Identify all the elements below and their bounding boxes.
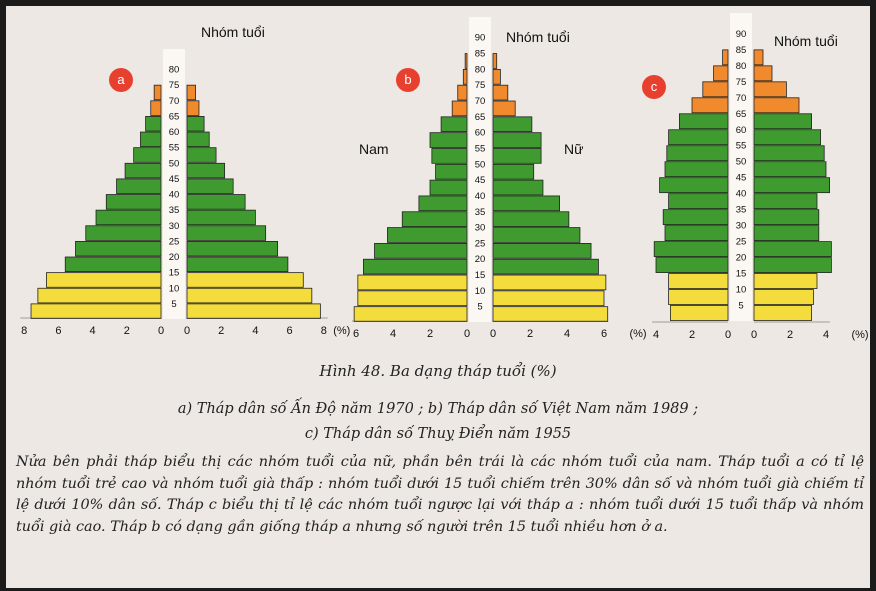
female-bar (187, 241, 278, 256)
female-bar (493, 85, 508, 100)
age-tick-label: 70 (168, 95, 180, 107)
age-tick-label: 25 (735, 236, 747, 248)
age-tick-label: 35 (735, 204, 747, 216)
female-bar (493, 228, 580, 243)
figure-caption-line-1: a) Tháp dân số Ấn Độ năm 1970 ; b) Tháp dân số Việt Nam năm 1989 ; (177, 401, 699, 417)
age-group-header: Nhóm tuổi (201, 24, 265, 40)
age-tick-label: 5 (477, 301, 483, 313)
male-bar (660, 178, 728, 193)
x-tick-label-left: 8 (21, 325, 28, 337)
age-tick-label: 45 (168, 173, 180, 185)
male-bar (106, 195, 161, 210)
male-bar (31, 304, 161, 319)
male-bar (86, 226, 161, 241)
x-tick-label-right: 0 (750, 329, 758, 341)
x-unit-label: (%) (851, 329, 869, 341)
female-bar (754, 50, 763, 65)
age-tick-label: 20 (735, 252, 747, 264)
female-bar (493, 148, 541, 163)
x-tick-label-left: 0 (463, 328, 471, 340)
pyramid-c (652, 13, 869, 341)
x-tick-label-left: 4 (89, 325, 96, 337)
age-tick-label: 60 (168, 127, 180, 139)
female-bar (187, 210, 255, 225)
male-bar (375, 243, 468, 258)
x-tick-label-left: 2 (426, 328, 434, 340)
age-tick-label: 75 (168, 80, 180, 92)
age-tick-label: 5 (171, 298, 177, 310)
age-tick-label: 40 (474, 190, 486, 202)
female-bar (187, 226, 266, 241)
figure-title: Hình 48. Ba dạng tháp tuổi (%) (319, 362, 557, 380)
female-bar (754, 242, 831, 257)
female-bar (187, 101, 199, 116)
female-bar (187, 116, 204, 131)
age-tick-label: 85 (474, 48, 486, 60)
figure-caption-line-2: c) Tháp dân số Thuỵ Điển năm 1955 (304, 426, 572, 442)
x-unit-label: (%) (333, 325, 351, 337)
female-bar (187, 179, 233, 194)
age-tick-label: 15 (168, 267, 180, 279)
female-bar (493, 307, 608, 322)
male-bar (65, 257, 161, 272)
age-tick-label: 35 (168, 205, 180, 217)
male-bar (432, 148, 467, 163)
female-bar (493, 212, 569, 227)
male-bar (714, 66, 728, 81)
female-bar (754, 258, 831, 273)
male-bar (146, 116, 161, 131)
male-bar (654, 242, 728, 257)
male-bar (38, 288, 161, 303)
female-bar (187, 257, 288, 272)
female-bar (493, 133, 541, 148)
x-unit-label: (%) (629, 328, 647, 340)
age-tick-label: 10 (735, 284, 747, 296)
female-bar (493, 275, 606, 290)
age-tick-label: 50 (735, 156, 747, 168)
male-bar (140, 132, 161, 147)
male-bar (125, 163, 161, 178)
age-tick-label: 10 (474, 285, 486, 297)
age-tick-label: 40 (735, 188, 747, 200)
age-tick-label: 5 (738, 300, 744, 312)
x-tick-label-right: 0 (183, 325, 191, 337)
female-bar (493, 101, 515, 116)
x-tick-label-right: 4 (563, 328, 571, 340)
x-tick-label-left: 0 (724, 329, 732, 341)
female-bar (493, 117, 532, 132)
x-tick-label-right: 2 (526, 328, 534, 340)
x-tick-label-left: 2 (123, 325, 130, 337)
age-tick-label: 65 (168, 111, 180, 123)
age-tick-label: 90 (474, 32, 486, 44)
female-bar (493, 164, 534, 179)
female-bar (187, 195, 245, 210)
male-bar (692, 98, 728, 113)
age-tick-label: 30 (735, 220, 747, 232)
x-tick-label-right: 8 (320, 325, 327, 337)
textbook-page (6, 6, 870, 588)
female-bar (493, 259, 598, 274)
male-bar (354, 307, 467, 322)
age-group-header: Nhóm tuổi (774, 33, 838, 49)
male-bar (441, 117, 467, 132)
female-bar (187, 304, 320, 319)
age-tick-label: 80 (474, 64, 486, 76)
male-bar (419, 196, 467, 211)
male-bar (363, 259, 467, 274)
x-tick-label-left: 4 (652, 329, 660, 341)
female-bar (754, 306, 812, 321)
age-tick-label: 20 (474, 254, 486, 266)
x-tick-label-right: 0 (489, 328, 497, 340)
female-bar (493, 180, 543, 195)
x-tick-label-left: 6 (55, 325, 62, 337)
male-bar (669, 194, 728, 209)
female-bar (493, 69, 500, 84)
female-bar (187, 148, 216, 163)
female-bar (754, 98, 799, 113)
female-bar (493, 54, 497, 69)
age-tick-label: 50 (474, 159, 486, 171)
male-bar (358, 275, 467, 290)
age-tick-label: 15 (474, 270, 486, 282)
age-tick-label: 10 (168, 283, 180, 295)
female-bar (754, 130, 821, 145)
age-tick-label: 75 (735, 76, 747, 88)
male-bar (663, 210, 728, 225)
age-tick-label: 75 (474, 80, 486, 92)
female-bar (754, 66, 772, 81)
female-bar (187, 288, 312, 303)
age-tick-label: 45 (735, 172, 747, 184)
age-tick-label: 30 (168, 220, 180, 232)
male-bar (134, 148, 161, 163)
male-bar (667, 146, 728, 161)
male-bar (358, 291, 467, 306)
x-tick-label-left: 2 (688, 329, 696, 341)
male-bar (670, 306, 728, 321)
male-bar (458, 85, 467, 100)
female-bar (754, 194, 817, 209)
male-bar (665, 162, 728, 177)
female-bar (754, 146, 824, 161)
age-tick-label: 55 (735, 140, 747, 152)
age-tick-label: 70 (474, 96, 486, 108)
pyramid-charts (6, 6, 870, 356)
female-bar (493, 196, 560, 211)
x-tick-label-right: 4 (252, 325, 259, 337)
female-bar (754, 274, 817, 289)
male-bar (452, 101, 467, 116)
male-bar (151, 101, 161, 116)
x-tick-label-right: 6 (286, 325, 293, 337)
female-bar (493, 291, 604, 306)
x-tick-label-left: 0 (157, 325, 165, 337)
male-bar (402, 212, 467, 227)
male-bar (387, 228, 467, 243)
male-bar (703, 82, 728, 97)
explanation-paragraph: Nửa bên phải tháp biểu thị các nhóm tuổi của nữ, phần bên trái là các nhóm tuổi của nam. Tháp tuổi a có tỉ lệ nhóm tuổi trẻ cao và nhóm tuổi già thấp : nhóm tuổi dưới 15 tuổi chiếm trên 30% dân số và nhóm tuổi già chiếm tỉ lệ dưới 10% dân số. Tháp c biểu thị tỉ lệ các nhóm tuổi ngược lại với tháp a : nhóm tuổi dưới 15 tuổi thấp và nhóm tuổi già cao. Tháp b có dạng gần giống tháp a nhưng số người trên 15 tuổi nhiều hơn ở a. (16, 454, 864, 535)
age-tick-label: 25 (474, 238, 486, 250)
age-tick-label: 35 (474, 206, 486, 218)
age-tick-label: 50 (168, 158, 180, 170)
age-tick-label: 55 (168, 142, 180, 154)
male-bar (656, 258, 728, 273)
male-bar (154, 85, 161, 100)
female-side-label: Nữ (564, 141, 584, 157)
male-bar (669, 130, 728, 145)
age-tick-label: 30 (474, 222, 486, 234)
male-bar (430, 133, 467, 148)
x-tick-label-right: 4 (822, 329, 830, 341)
age-tick-label: 15 (735, 268, 747, 280)
male-bar (96, 210, 161, 225)
age-tick-label: 55 (474, 143, 486, 155)
male-bar (436, 164, 467, 179)
pyramid-a (20, 49, 350, 337)
pyramid-b (352, 17, 647, 340)
male-bar (463, 69, 467, 84)
panel-label-a: a (109, 68, 133, 92)
age-tick-label: 60 (474, 127, 486, 139)
female-bar (754, 210, 819, 225)
female-bar (754, 114, 812, 129)
age-tick-label: 80 (168, 64, 180, 76)
male-bar (669, 290, 728, 305)
x-tick-label-right: 2 (786, 329, 794, 341)
x-tick-label-left: 4 (389, 328, 397, 340)
female-bar (187, 85, 196, 100)
male-bar (76, 241, 162, 256)
female-bar (187, 273, 303, 288)
x-tick-label-right: 6 (600, 328, 608, 340)
female-bar (493, 243, 591, 258)
female-bar (754, 290, 813, 305)
panel-label-c: c (642, 75, 666, 99)
male-bar (430, 180, 467, 195)
male-bar (679, 114, 728, 129)
age-tick-label: 60 (735, 124, 747, 136)
female-bar (187, 132, 209, 147)
age-group-header: Nhóm tuổi (506, 29, 570, 45)
male-bar (669, 274, 728, 289)
age-tick-label: 25 (168, 236, 180, 248)
female-bar (754, 178, 830, 193)
female-bar (754, 226, 819, 241)
age-tick-label: 45 (474, 175, 486, 187)
x-tick-label-left: 6 (352, 328, 360, 340)
age-tick-label: 65 (735, 108, 747, 120)
age-tick-label: 90 (735, 28, 747, 40)
age-tick-label: 20 (168, 252, 180, 264)
age-tick-label: 70 (735, 92, 747, 104)
male-bar (117, 179, 161, 194)
male-bar (723, 50, 728, 65)
age-tick-label: 65 (474, 111, 486, 123)
age-tick-label: 80 (735, 60, 747, 72)
age-tick-label: 85 (735, 44, 747, 56)
x-tick-label-right: 2 (218, 325, 225, 337)
female-bar (754, 82, 786, 97)
age-tick-label: 40 (168, 189, 180, 201)
male-side-label: Nam (359, 141, 389, 157)
panel-label-b: b (396, 68, 420, 92)
male-bar (665, 226, 728, 241)
male-bar (465, 54, 467, 69)
female-bar (754, 162, 826, 177)
female-bar (187, 163, 225, 178)
male-bar (46, 273, 161, 288)
